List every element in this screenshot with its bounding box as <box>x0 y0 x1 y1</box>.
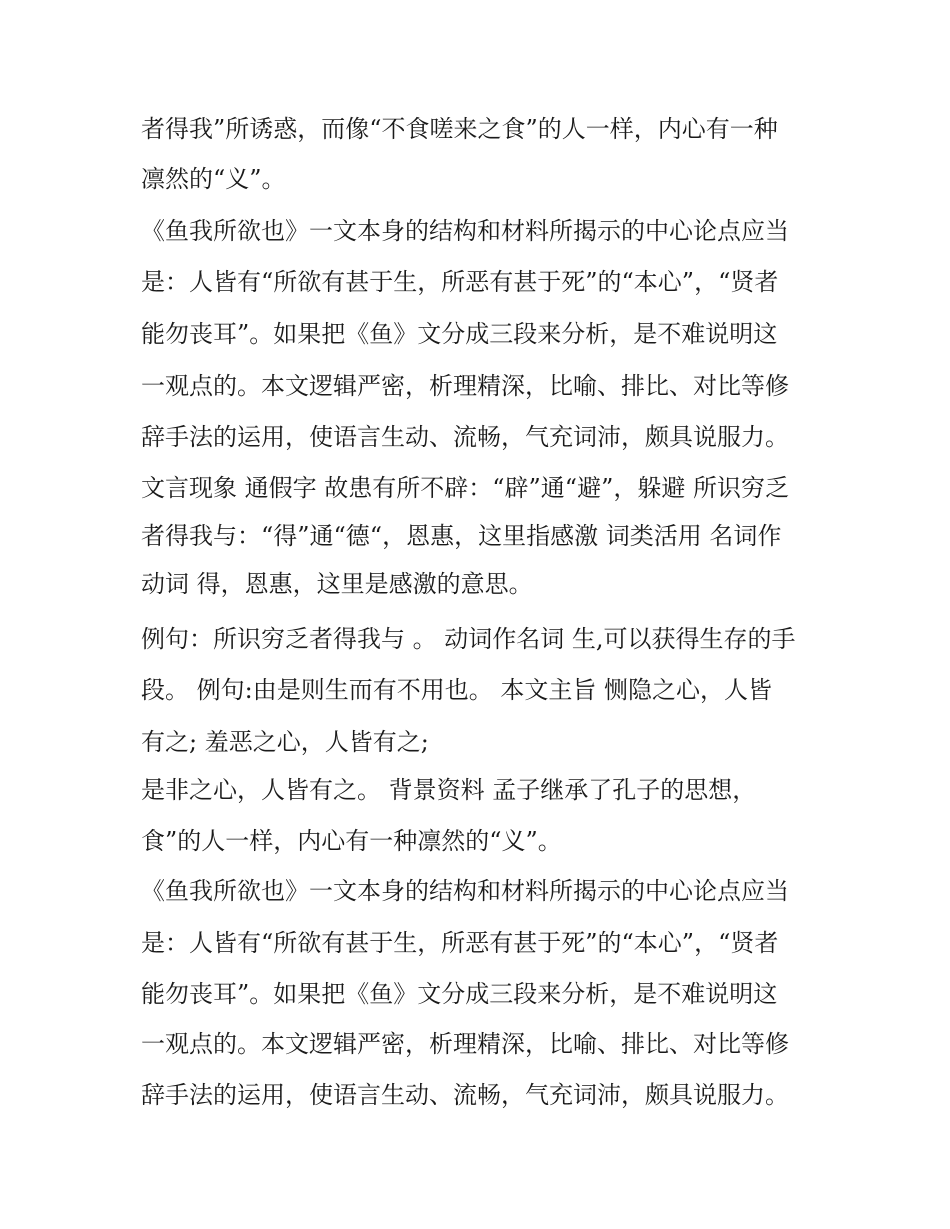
text-line: 是：人皆有“所欲有甚于生，所恶有甚于死”的“本心”，“贤者 <box>141 268 779 296</box>
text-line: 者得我”所诱惑，而像“不食嗟来之食”的人一样，内心有一种 <box>141 115 778 143</box>
text-line: 文言现象 通假字 故患有所不辟：“辟”通“避”，躲避 所识穷乏 <box>141 474 789 502</box>
text-line: 者得我与：“得”通“德“，恩惠，这里指感激 词类活用 名词作 <box>141 522 782 550</box>
text-line: 一观点的。本文逻辑严密，析理精深，比喻、排比、对比等修 <box>141 372 789 400</box>
text-line: 例句：所识穷乏者得我与 。 动词作名词 生,可以获得生存的手 <box>141 625 796 653</box>
text-line: 段。 例句:由是则生而有不用也。 本文主旨 恻隐之心，人皆 <box>141 676 772 704</box>
text-line: 辞手法的运用，使语言生动、流畅，气充词沛，颇具说服力。 <box>141 1081 789 1109</box>
text-line: 动词 得，恩惠，这里是感激的意思。 <box>141 570 533 598</box>
text-line: 是非之心，人皆有之。 背景资料 孟子继承了孔子的思想， <box>141 776 757 804</box>
text-line: 食”的人一样，内心有一种凛然的“义”。 <box>141 827 562 855</box>
text-line: 凛然的“义”。 <box>141 165 286 193</box>
text-line: 一观点的。本文逻辑严密，析理精深，比喻、排比、对比等修 <box>141 1030 789 1058</box>
text-line: 《鱼我所欲也》一文本身的结构和材料所揭示的中心论点应当 <box>141 217 789 245</box>
text-line: 能勿丧耳”。如果把《鱼》文分成三段来分析，是不难说明这 <box>141 980 778 1008</box>
text-line: 是：人皆有“所欲有甚于生，所恶有甚于死”的“本心”，“贤者 <box>141 929 779 957</box>
text-line: 能勿丧耳”。如果把《鱼》文分成三段来分析，是不难说明这 <box>141 320 778 348</box>
text-line: 《鱼我所欲也》一文本身的结构和材料所揭示的中心论点应当 <box>141 877 789 905</box>
text-line: 辞手法的运用，使语言生动、流畅，气充词沛，颇具说服力。 <box>141 423 789 451</box>
text-line: 有之; 羞恶之心，人皆有之; <box>141 728 429 756</box>
